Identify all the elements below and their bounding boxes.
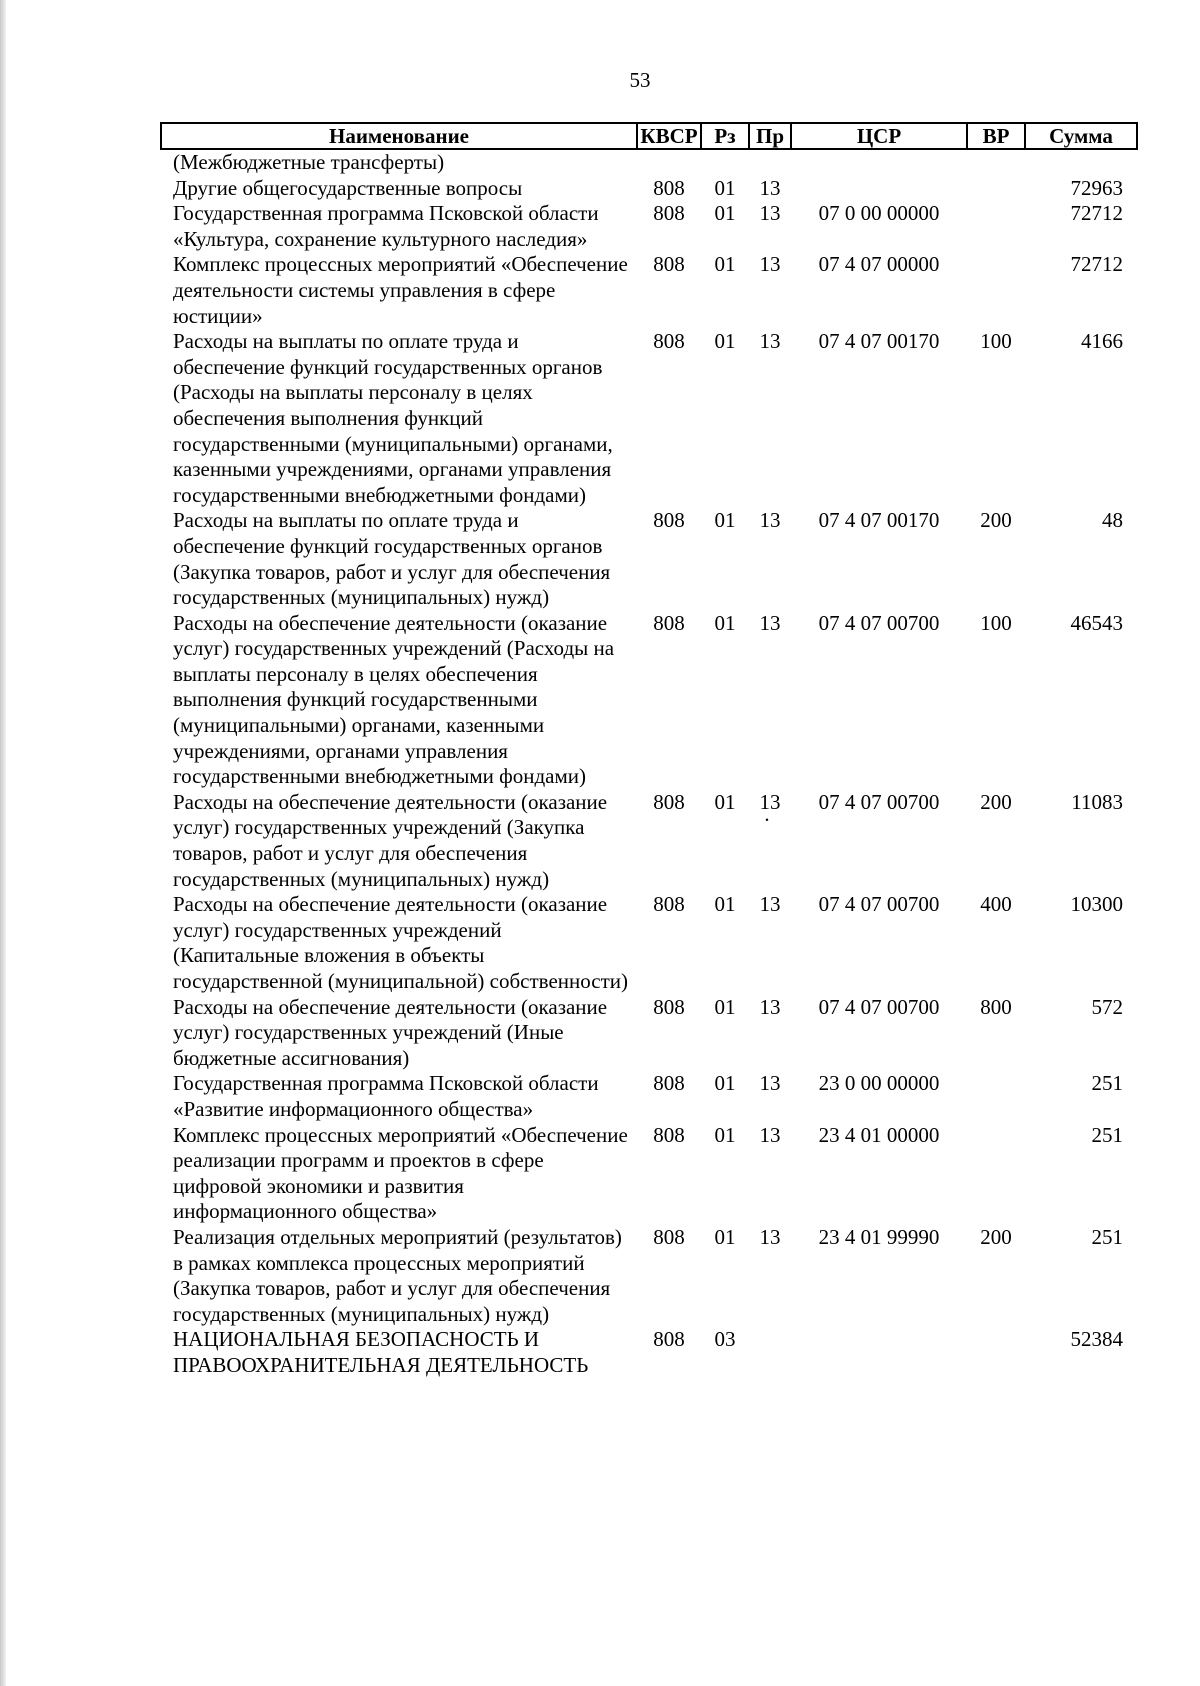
row-vr: 100 <box>980 610 1012 635</box>
row-rz: 01 <box>714 329 736 354</box>
row-sum: 572 <box>1091 994 1123 1019</box>
row-csr: 23 4 01 00000 <box>818 1122 940 1147</box>
row-rz: 01 <box>714 1122 736 1147</box>
row-kvsr: 808 <box>653 892 685 917</box>
col-header-kvsr: КВСР <box>637 123 701 149</box>
row-rz: 01 <box>714 610 736 635</box>
row-pr: 13 <box>759 789 781 814</box>
table-row <box>161 176 1137 202</box>
row-vr: 800 <box>980 994 1012 1019</box>
row-vr: 400 <box>980 892 1012 917</box>
row-pr: 13 <box>759 201 781 226</box>
row-vr: 100 <box>980 329 1012 354</box>
row-rz: 01 <box>714 1071 736 1096</box>
row-vr <box>967 1327 1025 1378</box>
col-header-name: Наименование <box>161 123 637 149</box>
row-pr: 13 <box>759 1122 781 1147</box>
row-name: Государственная программа Псковской области «Культура, сохранение культурного наследия» <box>173 201 599 251</box>
row-rz: 01 <box>714 1224 736 1249</box>
table-row <box>161 508 1137 610</box>
row-name: Государственная программа Псковской области «Развитие информационного общества» <box>173 1071 599 1121</box>
row-rz: 01 <box>714 508 736 533</box>
row-kvsr: 808 <box>653 994 685 1019</box>
row-kvsr: 808 <box>653 175 685 200</box>
row-rz: 01 <box>714 175 736 200</box>
row-sum: 11083 <box>1071 789 1123 814</box>
col-header-rz: Рз <box>701 123 749 149</box>
row-csr <box>791 149 967 176</box>
row-pr: 13 <box>759 1071 781 1096</box>
row-sum: 10300 <box>1070 892 1123 917</box>
row-name: Расходы на обеспечение деятельности (оказание услуг) государственных учреждений (Расходы на выплаты персоналу в целях обеспечения выполнения функций государственными (муниципальными) органами, казенными учреждениями, органами управления государственными внебюджетными фондами) <box>173 610 615 789</box>
row-pr: 13 <box>759 329 781 354</box>
row-sum: 4166 <box>1081 329 1123 354</box>
row-kvsr: 808 <box>653 252 685 277</box>
row-name: НАЦИОНАЛЬНАЯ БЕЗОПАСНОСТЬ И ПРАВООХРАНИТЕЛЬНАЯ ДЕЯТЕЛЬНОСТЬ <box>173 1327 589 1377</box>
row-name: Расходы на обеспечение деятельности (оказание услуг) государственных учреждений (Иные бюджетные ассигнования) <box>173 994 608 1070</box>
row-pr: 13 <box>759 1224 781 1249</box>
scan-edge-shadow <box>0 0 6 1686</box>
row-pr: 13 <box>759 610 781 635</box>
row-name: Реализация отдельных мероприятий (результатов) в рамках комплекса процессных мероприятий (Закупка товаров, работ и услуг для обеспечения государственных (муниципальных) нужд) <box>173 1224 622 1326</box>
row-name: Комплекс процессных мероприятий «Обеспечение деятельности системы управления в сфере юстиции» <box>173 252 628 328</box>
col-header-vr: ВР <box>967 123 1025 149</box>
row-kvsr <box>637 149 701 176</box>
row-csr: 07 4 07 00700 <box>818 994 940 1019</box>
row-sum: 46543 <box>1070 610 1123 635</box>
row-kvsr: 808 <box>653 789 685 814</box>
row-pr: 13 <box>759 508 781 533</box>
row-rz <box>701 149 749 176</box>
row-sum: 251 <box>1091 1224 1123 1249</box>
row-pr: 13 <box>759 175 781 200</box>
row-sum: 72712 <box>1070 252 1123 277</box>
row-kvsr: 808 <box>653 329 685 354</box>
row-pr <box>749 149 791 176</box>
row-rz: 01 <box>714 201 736 226</box>
row-kvsr: 808 <box>653 1071 685 1096</box>
row-kvsr: 808 <box>653 610 685 635</box>
row-kvsr: 808 <box>653 508 685 533</box>
col-header-sum: Сумма <box>1025 123 1137 149</box>
table-row <box>161 1225 1137 1327</box>
row-name: Расходы на выплаты по оплате труда и обеспечение функций государственных органов (Закупка товаров, работ и услуг для обеспечения государственных (муниципальных) нужд) <box>173 508 611 610</box>
row-kvsr: 808 <box>653 1224 685 1249</box>
row-vr <box>967 1123 1025 1225</box>
row-kvsr: 808 <box>653 1327 685 1352</box>
row-vr <box>967 1071 1025 1122</box>
row-vr <box>967 252 1025 329</box>
row-sum: 251 <box>1091 1122 1123 1147</box>
table-row <box>161 329 1137 508</box>
page-number: 53 <box>629 68 651 92</box>
row-csr: 07 0 00 00000 <box>818 201 940 226</box>
col-header-csr: ЦСР <box>791 123 967 149</box>
row-vr <box>967 176 1025 202</box>
row-csr: 07 4 07 00170 <box>818 329 940 354</box>
row-name: Расходы на обеспечение деятельности (оказание услуг) государственных учреждений (Капитальные вложения в объекты государственной (муниципальной) собственности) <box>173 892 629 993</box>
row-vr: 200 <box>980 508 1012 533</box>
row-csr <box>791 176 967 202</box>
row-kvsr: 808 <box>653 1122 685 1147</box>
row-sum: 251 <box>1091 1071 1123 1096</box>
row-csr: 07 4 07 00170 <box>818 508 940 533</box>
row-vr: 200 <box>980 789 1012 814</box>
row-vr <box>967 201 1025 252</box>
table-row <box>161 1327 1137 1378</box>
table-row <box>161 1123 1137 1225</box>
row-sum: 52384 <box>1070 1327 1123 1352</box>
col-header-pr: Пр <box>749 123 791 149</box>
row-vr <box>967 149 1025 176</box>
row-rz: 03 <box>714 1327 736 1352</box>
row-csr: 23 4 01 99990 <box>818 1224 940 1249</box>
row-sum <box>1025 149 1137 176</box>
row-name: Другие общегосударственные вопросы <box>173 175 523 200</box>
row-rz: 01 <box>714 892 736 917</box>
row-csr: 07 4 07 00700 <box>818 892 940 917</box>
table-row <box>161 252 1137 329</box>
row-csr: 07 4 07 00000 <box>818 252 940 277</box>
row-csr: 07 4 07 00700 <box>818 610 940 635</box>
row-sum: 72712 <box>1070 201 1123 226</box>
row-pr: 13 <box>759 252 781 277</box>
row-name: (Межбюджетные трансферты) <box>173 150 445 174</box>
table-row <box>161 201 1137 252</box>
table-row <box>161 995 1137 1072</box>
table-row <box>161 892 1137 994</box>
table-row <box>161 611 1137 790</box>
row-sum: 48 <box>1102 508 1123 533</box>
row-rz: 01 <box>714 994 736 1019</box>
row-sum: 72963 <box>1070 175 1123 200</box>
row-name: Расходы на выплаты по оплате труда и обеспечение функций государственных органов (Расходы на выплаты персоналу в целях обеспечения выполнения функций государственными (муниципальными) органами, казенными учреждениями, органами управления государственными внебюджетными фондами) <box>173 329 613 507</box>
row-name: Расходы на обеспечение деятельности (оказание услуг) государственных учреждений (Закупка товаров, работ и услуг для обеспечения государственных (муниципальных) нужд) <box>173 789 608 891</box>
row-csr <box>791 1327 967 1378</box>
row-pr: 13 <box>759 892 781 917</box>
row-rz: 01 <box>714 789 736 814</box>
row-csr: 07 4 07 00700 <box>818 789 940 814</box>
row-vr: 200 <box>980 1224 1012 1249</box>
row-name: Комплекс процессных мероприятий «Обеспечение реализации программ и проектов в сфере цифровой экономики и развития информационного общества» <box>173 1122 628 1224</box>
row-kvsr: 808 <box>653 201 685 226</box>
row-pr <box>749 1327 791 1378</box>
row-rz: 01 <box>714 252 736 277</box>
budget-table <box>160 122 1138 1379</box>
row-pr-cell <box>749 790 791 892</box>
scan-mark: · <box>763 808 771 833</box>
table-row <box>161 1071 1137 1122</box>
table-row <box>161 149 1137 176</box>
row-pr: 13 <box>759 994 781 1019</box>
table-row <box>161 790 1137 892</box>
row-csr: 23 0 00 00000 <box>818 1071 940 1096</box>
table-header-row <box>161 123 1137 149</box>
